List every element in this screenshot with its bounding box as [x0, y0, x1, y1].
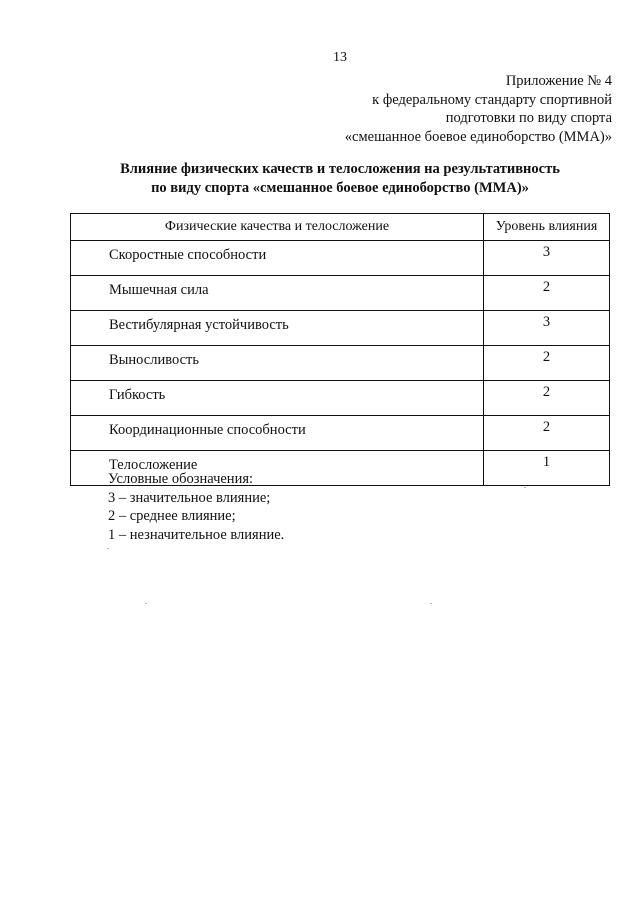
level-cell: 2	[484, 416, 610, 451]
table-row	[71, 346, 610, 381]
legend-item: 2 – среднее влияние;	[108, 508, 236, 524]
header-quality: Физические качества и телосложение	[71, 214, 484, 241]
page-number: 13	[333, 50, 347, 65]
table-row	[71, 241, 610, 276]
table-row	[71, 276, 610, 311]
title-line-1: Влияние физических качеств и телосложения на результативность	[120, 161, 560, 177]
table-row	[71, 311, 610, 346]
legend-title: Условные обозначения:	[108, 471, 254, 487]
legend	[108, 470, 284, 544]
table-row	[71, 381, 610, 416]
level-cell: 2	[484, 276, 610, 311]
impact-table	[70, 213, 610, 486]
document-title	[40, 160, 640, 197]
quality-cell: Телосложение	[71, 451, 484, 486]
level-cell: 2	[484, 381, 610, 416]
level-cell: 3	[484, 311, 610, 346]
title-line-2: по виду спорта «смешанное боевое единоборство (ММА)»	[151, 179, 529, 196]
quality-cell: Координационные способности	[71, 416, 484, 451]
quality-cell: Мышечная сила	[71, 276, 484, 311]
appendix-reference	[345, 72, 612, 146]
quality-cell: Гибкость	[71, 381, 484, 416]
legend-item: 3 – значительное влияние;	[108, 489, 271, 506]
scan-speck	[430, 603, 432, 604]
legend-item: 1 – незначительное влияние.	[108, 526, 285, 543]
appendix-line-1: Приложение № 4	[505, 73, 612, 89]
level-cell: 2	[484, 346, 610, 381]
table-header-row	[71, 214, 610, 241]
scan-speck	[145, 603, 147, 604]
appendix-line-2: к федеральному стандарту спортивной	[372, 91, 612, 108]
quality-cell: Вестибулярная устойчивость	[71, 311, 484, 346]
quality-cell: Скоростные способности	[71, 241, 484, 276]
appendix-line-3: подготовки по виду спорта	[445, 110, 612, 126]
header-level: Уровень влияния	[484, 214, 610, 241]
level-cell: 3	[484, 241, 610, 276]
scan-speck	[524, 487, 526, 488]
table-row	[71, 416, 610, 451]
scan-speck	[107, 548, 109, 549]
quality-cell: Выносливость	[71, 346, 484, 381]
appendix-line-4: «смешанное боевое единоборство (ММА)»	[344, 128, 612, 145]
level-cell: 1	[484, 451, 610, 486]
